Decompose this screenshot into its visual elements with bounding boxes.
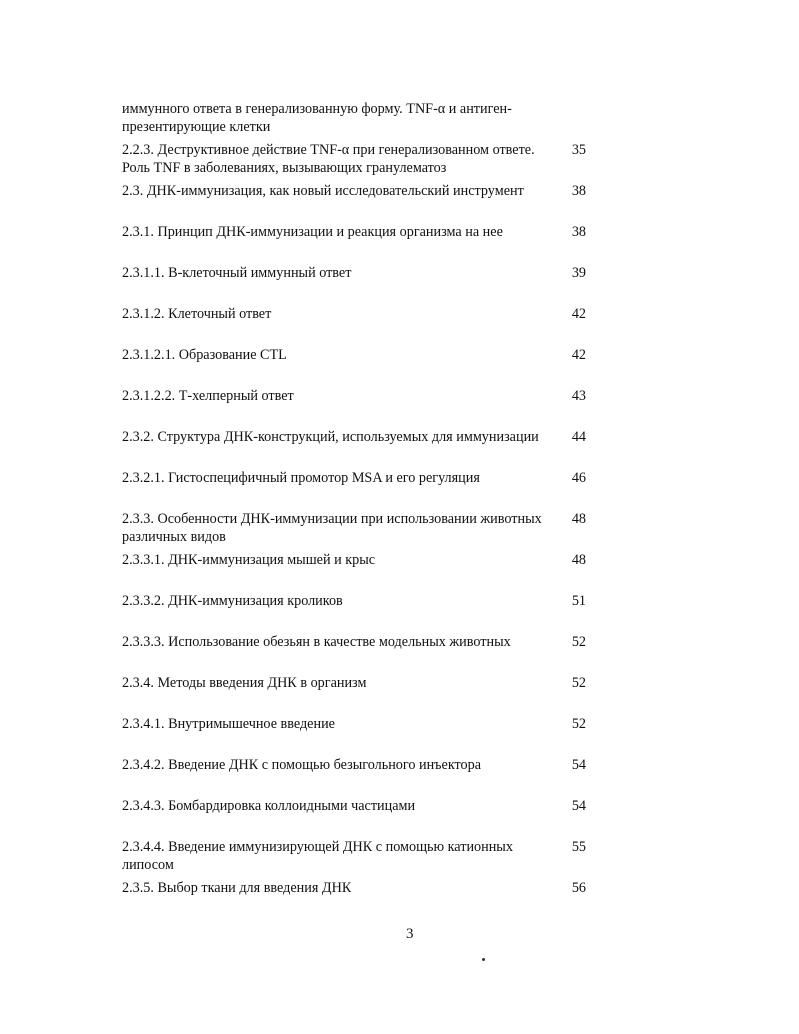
toc-entry-title: 2.3.1.2.2. Т-хелперный ответ — [122, 388, 294, 404]
toc-entry-page: 42 — [571, 347, 586, 363]
toc-entry-page: 48 — [571, 552, 586, 568]
toc-entry-title: 2.3.4.2. Введение ДНК с помощью безыгольного инъектора — [122, 757, 482, 773]
toc-entry-title: 2.3. ДНК-иммунизация, как новый исследовательский инструмент — [122, 183, 524, 199]
toc-entry-page: 55 — [571, 839, 586, 855]
toc-entry-page: 42 — [571, 306, 586, 322]
toc-entry-title: 2.3.1.2.1. Образование CTL — [122, 347, 287, 363]
toc-entry-title: 2.3.3.1. ДНК-иммунизация мышей и крыс — [122, 552, 376, 568]
toc-entry-title: 2.3.2. Структура ДНК-конструкций, используемых для иммунизации — [122, 429, 539, 445]
toc-entry-title: 2.2.3. Деструктивное действие TNF-α при генерализованном ответе. Роль TNF в заболеваниях, вызывающих гранулематоз — [122, 142, 535, 176]
toc-entry-title: 2.3.4. Методы введения ДНК в организм — [122, 675, 367, 691]
toc-entry-page: 54 — [571, 757, 586, 773]
toc-entry-title: 2.3.1.1. В-клеточный иммунный ответ — [122, 265, 352, 281]
toc-entry-page: 35 — [571, 142, 586, 158]
toc-entry-title: 2.3.5. Выбор ткани для введения ДНК — [122, 880, 352, 896]
toc-entry-page: 48 — [571, 511, 586, 527]
toc-entry-title: 2.3.4.1. Внутримышечное введение — [122, 716, 335, 732]
toc-entry-page: 39 — [571, 265, 586, 281]
toc-entry-title: 2.3.3. Особенности ДНК-иммунизации при использовании животных различных видов — [122, 511, 542, 545]
toc-entry-page: 38 — [571, 183, 586, 199]
toc-entry-page: 52 — [571, 634, 586, 650]
scan-speck — [482, 958, 485, 961]
toc-entry-page: 38 — [571, 224, 586, 240]
toc-entry-title: 2.3.1. Принцип ДНК-иммунизации и реакция организма на нее — [122, 224, 503, 240]
toc-entry-page: 46 — [571, 470, 586, 486]
toc-entry-page: 52 — [571, 716, 586, 732]
toc-entry-title: 2.3.2.1. Гистоспецифичный промотор MSA и его регуляция — [122, 470, 480, 486]
toc-entry-page: 52 — [571, 675, 586, 691]
toc-entry-page: 54 — [571, 798, 586, 814]
toc-entry-page: 44 — [571, 429, 586, 445]
toc-entry-page: 56 — [571, 880, 586, 896]
toc-entry-title: 2.3.3.2. ДНК-иммунизация кроликов — [122, 593, 343, 609]
page-number: 3 — [406, 926, 414, 942]
toc-entry-title: иммунного ответа в генерализованную форму. TNF-α и антиген-презентирующие клетки — [122, 101, 512, 135]
toc-entry-page: 43 — [571, 388, 586, 404]
toc-entry-title: 2.3.4.3. Бомбардировка коллоидными частицами — [122, 798, 416, 814]
toc-entry-title: 2.3.3.3. Использование обезьян в качестве модельных животных — [122, 634, 511, 650]
toc-entry-title: 2.3.1.2. Клеточный ответ — [122, 306, 272, 322]
toc-entry-title: 2.3.4.4. Введение иммунизирующей ДНК с помощью катионных липосом — [122, 839, 513, 873]
toc-entry-page: 51 — [571, 593, 586, 609]
